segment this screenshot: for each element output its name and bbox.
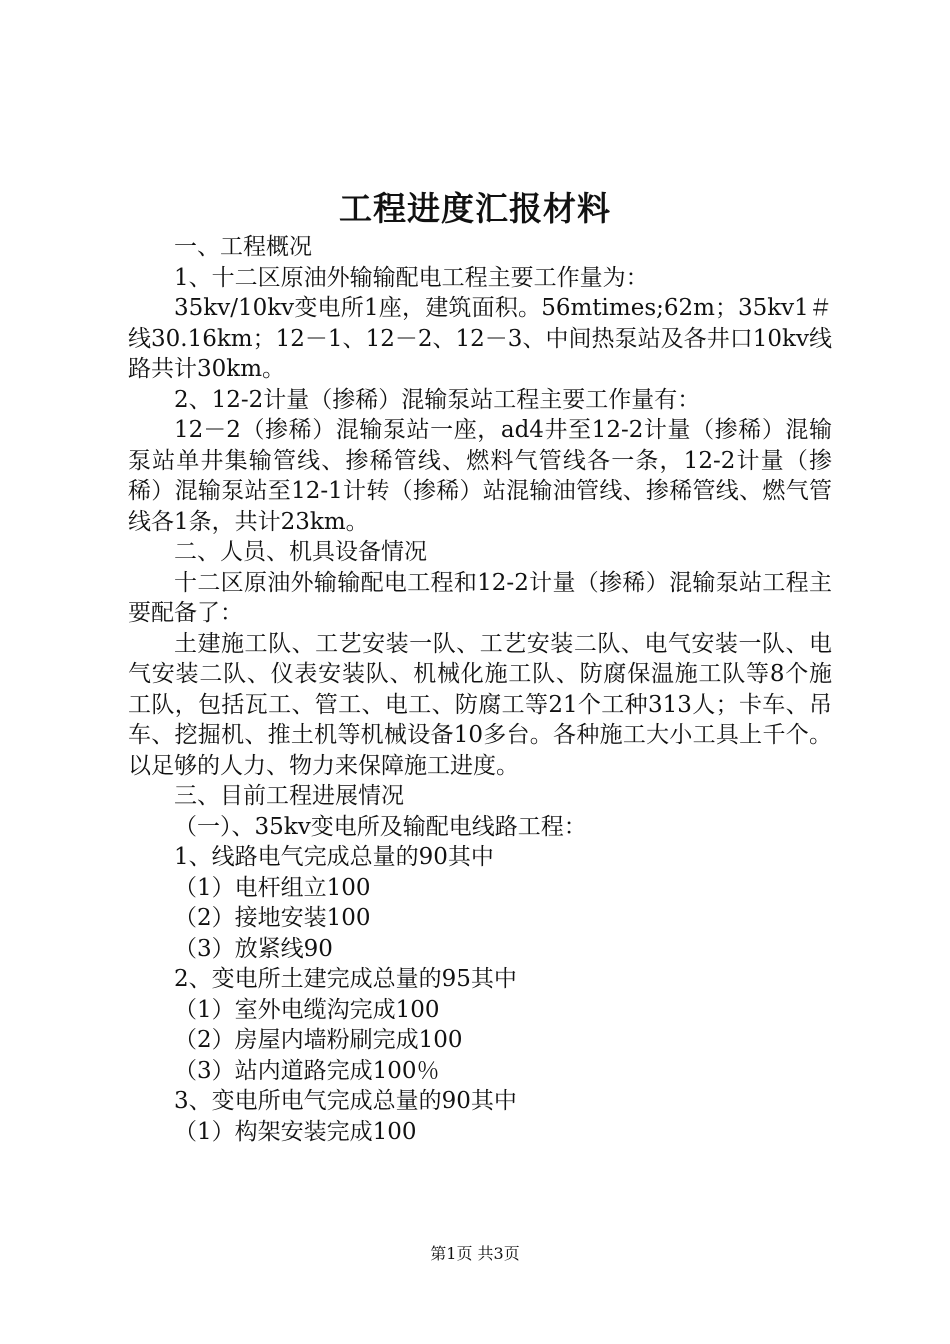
- paragraph: 35kv/10kv变电所1座，建筑面积。56mtimes;62m；35kv1＃线30.16km；12－1、12－2、12－3、中间热泵站及各井口10kv线路共计30km。: [128, 295, 832, 382]
- list-item: （2）接地安装100: [174, 905, 371, 931]
- subsection-heading: （一）、35kv变电所及输配电线路工程：: [174, 813, 587, 840]
- document-title: 工程进度汇报材料: [339, 189, 611, 228]
- paragraph: 土建施工队、工艺安装一队、工艺安装二队、电气安装一队、电气安装二队、仪表安装队、机械化施工队、防腐保温施工队等8个施工队，包括瓦工、管工、电工、防腐工等21个工种313人；卡车、吊车、挖掘机、推土机等机械设备10多台。各种施工大小工具上千个。以足够的人力、物力来保障施工进度。: [128, 630, 832, 779]
- list-item: （3）站内道路完成100％: [174, 1057, 440, 1084]
- paragraph: 12－2（掺稀）混输泵站一座，ad4井至12-2计量（掺稀）混输泵站单井集输管线、掺稀管线、燃料气管线各一条，12-2计量（掺稀）混输泵站至12-1计转（掺稀）站混输油管线、掺稀管线、燃气管线各1条，共计23km。: [128, 417, 832, 535]
- paragraph: 2、12-2计量（掺稀）混输泵站工程主要工作量有：: [174, 386, 701, 413]
- list-item: （1）电杆组立100: [174, 874, 371, 901]
- list-item: （1）室外电缆沟完成100: [174, 996, 440, 1023]
- section-heading-overview: 一、工程概况: [174, 234, 312, 260]
- paragraph: 十二区原油外输输配电工程和12-2计量（掺稀）混输泵站工程主要配备了：: [128, 569, 832, 626]
- page-footer: 第1页 共3页: [430, 1244, 520, 1263]
- list-item: 3、变电所电气完成总量的90其中: [174, 1088, 517, 1114]
- list-item: 1、线路电气完成总量的90其中: [174, 844, 494, 870]
- list-item: （3）放紧线90: [174, 935, 333, 962]
- section-heading-progress: 三、目前工程进展情况: [174, 783, 404, 809]
- list-item: （1）构架安装完成100: [174, 1118, 417, 1145]
- document-body: [128, 232, 832, 1147]
- list-item: （2）房屋内墙粉刷完成100: [174, 1027, 463, 1053]
- section-heading-personnel: 二、人员、机具设备情况: [174, 539, 427, 565]
- list-item: 2、变电所土建完成总量的95其中: [174, 966, 517, 992]
- paragraph: 1、十二区原油外输输配电工程主要工作量为：: [174, 264, 649, 291]
